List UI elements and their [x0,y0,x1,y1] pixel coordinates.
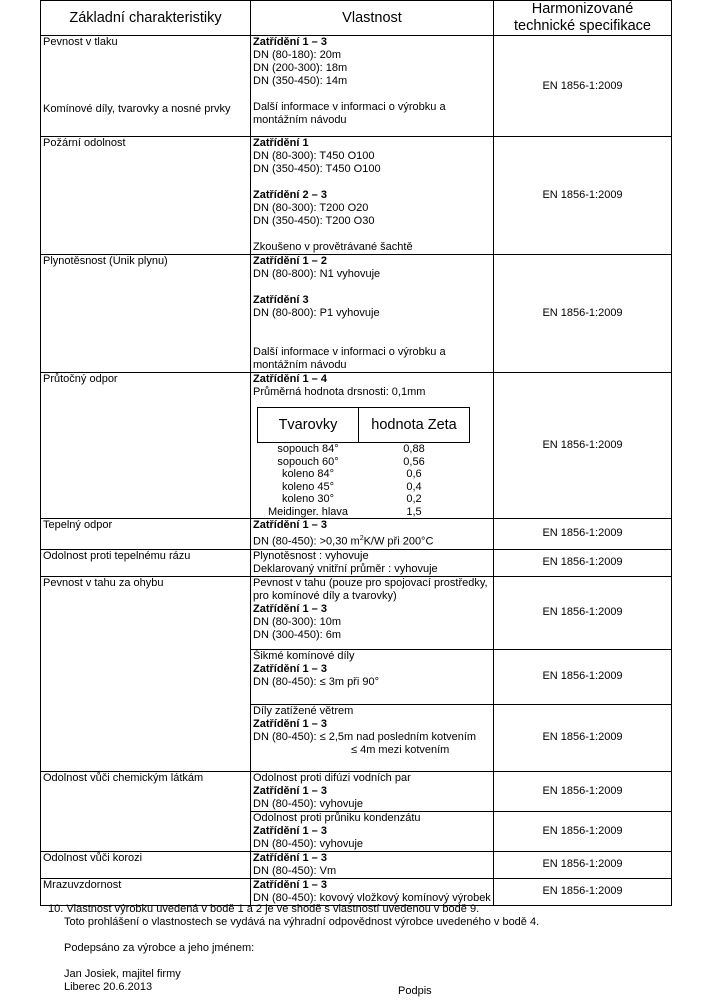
property-line: DN (80-450): kovový vložkový komínový výrobek [253,891,491,904]
property-line: DN (80-450): vyhovuje [253,797,364,810]
property-line: Šikmé komínové díly [253,649,355,662]
header-property: Vlastnost [251,1,494,36]
class-label: Zatřídění 1 [253,137,309,149]
class-label: Zatřídění 1 – 3 [253,824,327,837]
property-cell [251,811,494,851]
characteristic-cell [41,771,251,851]
spec-cell: EN 1856-1:2009 [494,137,672,255]
property-line: Pevnost v tahu (pouze pro spojovací prostředky, [253,576,488,589]
property-cell [251,649,494,704]
property-cell [251,549,494,576]
characteristic-sub: Komínové díly, tvarovky a nosné prvky [43,103,231,115]
spec-cell: EN 1856-1:2009 [494,549,672,576]
properties-table [40,0,672,906]
property-line: DN (350-450): T450 O100 [253,163,381,175]
zeta-fitting: sopouch 84° [277,443,339,455]
zeta-value: 0,4 [406,480,422,493]
property-note: Další informace v informaci o výrobku a [253,346,446,358]
thermal-value: DN (80-450): >0,30 m [253,535,360,548]
zeta-header-row [258,408,470,443]
characteristic-cell [41,373,251,519]
characteristic-cell [41,255,251,373]
class-label: Zatřídění 1 – 3 [253,878,327,891]
zeta-value: 0,56 [403,455,425,468]
property-cell [251,878,494,905]
property-cell [251,137,494,255]
class-label: Zatřídění 1 – 3 [253,519,327,531]
table-header-row [41,1,672,36]
spec-cell: EN 1856-1:2009 [494,519,672,550]
thermal-unit: K/W při 200°C [363,535,434,548]
property-line: Průměrná hodnota drsnosti: 0,1mm [253,386,426,398]
property-line: ≤ 4m mezi kotvením [351,743,450,756]
property-line: DN (80-300): T200 O20 [253,202,369,214]
header-spec-line2: technické specifikace [513,18,651,34]
property-line [253,532,491,549]
property-cell [251,704,494,771]
spec-cell: EN 1856-1:2009 [494,576,672,649]
characteristic-cell [41,137,251,255]
table-row [41,519,672,550]
spec-cell: EN 1856-1:2009 [494,851,672,878]
characteristic-cell [41,878,251,905]
header-specification [494,1,672,36]
table-row [41,851,672,878]
zeta-value: 1,5 [406,505,422,518]
property-line: Plynotěsnost : vyhovuje [253,549,369,562]
spec-cell: EN 1856-1:2009 [494,649,672,704]
property-cell [251,519,494,550]
spec-cell: EN 1856-1:2009 [494,811,672,851]
class-label: Zatřídění 1 – 3 [253,784,327,797]
zeta-header-fitting: Tvarovky [258,408,359,443]
class-label: Zatřídění 3 [253,294,309,306]
property-line: pro komínové díly a tvarovky) [253,589,397,602]
declaration-footer [48,903,539,994]
table-row [41,576,672,649]
characteristic-name: Pevnost v tahu za ohybu [43,576,164,589]
characteristic-name: Odolnost proti tepelnému rázu [43,549,191,562]
spec-cell: EN 1856-1:2009 [494,771,672,811]
characteristic-name: Pevnost v tlaku [43,36,118,48]
zeta-row [258,506,470,519]
header-characteristics: Základní charakteristiky [41,1,251,36]
property-cell [251,851,494,878]
header-spec-line1: Harmonizované [531,1,634,17]
characteristic-name: Průtočný odpor [43,373,118,385]
class-label: Zatřídění 1 – 3 [253,717,327,730]
characteristic-name: Mrazuvzdornost [43,878,122,891]
property-line: DN (80-180): 20m [253,49,342,61]
footer-responsibility: Toto prohlášení o vlastnostech se vydává na výhradní odpovědnost výrobce uvedeného v bodě 4. [64,916,540,928]
spec-cell: EN 1856-1:2009 [494,255,672,373]
zeta-value: 0,2 [406,493,422,505]
spec-cell: EN 1856-1:2009 [494,36,672,137]
characteristic-cell [41,576,251,771]
characteristic-cell [41,519,251,550]
zeta-value: 0,6 [406,468,422,480]
zeta-header-value: hodnota Zeta [359,408,470,443]
spec-cell: EN 1856-1:2009 [494,373,672,519]
zeta-table [257,407,470,518]
table-row [41,255,672,373]
property-cell [251,373,494,519]
table-row [41,137,672,255]
class-label: Zatřídění 1 – 2 [253,255,327,267]
characteristic-name: Tepelný odpor [43,519,113,531]
zeta-fitting: Meidinger. hlava [267,505,349,518]
characteristic-name: Odolnost vůči korozi [43,851,143,864]
property-note: montážním návodu [253,114,347,126]
property-line: Díly zatížené větrem [253,704,354,717]
property-line: DN (80-800): N1 vyhovuje [253,268,381,280]
table-row [41,36,672,137]
property-line: DN (80-300): 10m [253,615,342,628]
table-row [41,549,672,576]
characteristic-cell [41,549,251,576]
zeta-fitting: koleno 84° [281,468,335,480]
class-label: Zatřídění 1 – 3 [253,662,327,675]
property-line: DN (300-450): 6m [253,628,342,641]
property-cell [251,255,494,373]
property-line: DN (200-300): 18m [253,62,348,74]
class-label: Zatřídění 1 – 3 [253,851,327,864]
footer-statement: 10. Vlastnost výrobku uvedená v bodě 1 a 2 je ve shodě s vlastností uvedenou v bodě 9. [48,903,480,915]
property-note: Další informace v informaci o výrobku a [253,101,446,113]
class-label: Zatřídění 1 – 4 [253,373,327,385]
spec-cell: EN 1856-1:2009 [494,878,672,905]
property-note: montážním návodu [253,359,347,371]
zeta-row [258,468,470,481]
zeta-row [258,443,470,456]
zeta-value: 0,88 [403,443,425,455]
property-line: Odolnost proti difúzi vodních par [253,771,411,784]
characteristic-cell [41,36,251,137]
property-line: DN (350-450): 14m [253,75,348,87]
property-line: DN (350-450): T200 O30 [253,215,375,227]
property-note: Zkoušeno v provětrávané šachtě [253,241,413,253]
zeta-fitting: koleno 45° [281,480,335,493]
spec-cell: EN 1856-1:2009 [494,704,672,771]
footer-place-date: Liberec 20.6.2013 [64,981,153,993]
property-cell [251,36,494,137]
property-line: DN (80-450): vyhovuje [253,837,364,850]
table-row [41,878,672,905]
property-line: DN (80-300): T450 O100 [253,150,375,162]
class-label: Zatřídění 1 – 3 [253,602,327,615]
zeta-fitting: sopouch 60° [277,455,339,468]
characteristic-cell [41,851,251,878]
property-line: DN (80-450): Vm [253,864,337,877]
signature-label: Podpis [398,985,432,997]
table-row [41,771,672,811]
class-label: Zatřídění 1 – 3 [253,36,327,48]
property-line: Odolnost proti průniku kondenzátu [253,811,421,824]
footer-signed-for: Podepsáno za výrobce a jeho jménem: [64,942,255,954]
property-line: DN (80-450): ≤ 3m při 90° [253,675,379,688]
characteristic-name: Plynotěsnost (Únik plynu) [43,255,168,267]
characteristic-name: Odolnost vůči chemickým látkám [43,771,204,784]
property-line: DN (80-450): ≤ 2,5m nad posledním kotvením [253,730,477,743]
thermal-exponent: 2 [359,535,364,542]
zeta-body [258,443,470,519]
zeta-fitting: koleno 30° [281,493,335,505]
zeta-row [258,493,470,506]
characteristic-name: Požární odolnost [43,137,126,149]
zeta-row [258,481,470,494]
property-cell [251,771,494,811]
table-row [41,373,672,519]
property-line: DN (80-800): P1 vyhovuje [253,307,380,319]
class-label: Zatřídění 2 – 3 [253,189,327,201]
property-line: Deklarovaný vnitřní průměr : vyhovuje [253,562,438,575]
zeta-row [258,456,470,469]
footer-signatory: Jan Josiek, majitel firmy [64,968,181,980]
property-cell [251,576,494,649]
